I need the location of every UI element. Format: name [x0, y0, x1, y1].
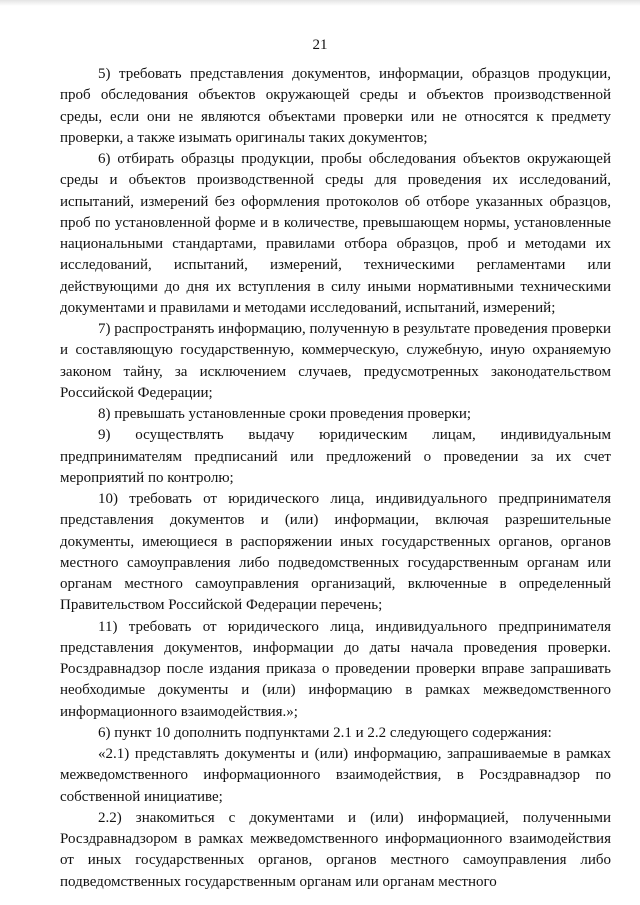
paragraph-amendment-6: 6) пункт 10 дополнить подпунктами 2.1 и 2.2 следующего содержания: [98, 724, 552, 741]
document-body [60, 64, 611, 893]
paragraph-item-6: 6) отбирать образцы продукции, пробы обследования объектов окружающей среды и объектов производственной среды для проведения их исследований, испытаний, измерений без оформления протоколов об отборе указанных образцов, проб по установленной форме и в количестве, превышающем нормы, установленные национальными стандартами, правилами отбора образцов, проб и методами их исследований, испытаний, измерений, техническими регламентами или действующими до дня их вступления в силу иными нормативными техническими документами и правилами и методами исследований, испытаний, измерений; [60, 151, 611, 316]
paragraph-item-7: 7) распространять информацию, полученную в результате проведения проверки и составляющую государственную, коммерческую, служебную, иную охраняемую законом тайну, за исключением случаев, предусмотренных законодательством Российской Федерации; [60, 321, 611, 401]
paragraph-item-8: 8) превышать установленные сроки проведения проверки; [98, 406, 472, 422]
paragraph-item-10: 10) требовать от юридического лица, индивидуального предпринимателя представления документов и (или) информации, включая разрешительные документы, имеющиеся в распоряжении иных государственных органов, органов местного самоуправления либо подведомственных государственным органам или органам местного самоуправления организаций, включенные в определенный Правительством Российской Федерации перечень; [60, 491, 611, 614]
paragraph-subitem-2-1: «2.1) представлять документы и (или) информацию, запрашиваемые в рамках межведомственного информационного взаимодействия, в Росздравнадзор по собственной инициативе; [60, 746, 611, 805]
paragraph-item-5: 5) требовать представления документов, информации, образцов продукции, проб обследования объектов окружающей среды и объектов производственной среды, если они не являются объектами проверки или не относятся к предмету проверки, а также изымать оригиналы таких документов; [60, 66, 611, 146]
paragraph-item-11: 11) требовать от юридического лица, индивидуального предпринимателя представления документов, информации до даты начала проведения проверки. Росздравнадзор после издания приказа о проведении проверки вправе запрашивать необходимые документы и (или) информацию в рамках межведомственного информационного взаимодействия.»; [60, 618, 611, 720]
page-top-edge [0, 0, 640, 6]
paragraph-item-9: 9) осуществлять выдачу юридическим лицам, индивидуальным предпринимателям предписаний или предложений о проведении за их счет мероприятий по контролю; [60, 427, 611, 486]
page-number: 21 [312, 37, 328, 53]
paragraph-subitem-2-2: 2.2) знакомиться с документами и (или) информацией, полученными Росздравнадзором в рамках межведомственного информационного взаимодействия от иных государственных органов, органов местного самоуправления либо подведомственных государственным органам или органам местного [60, 809, 611, 890]
